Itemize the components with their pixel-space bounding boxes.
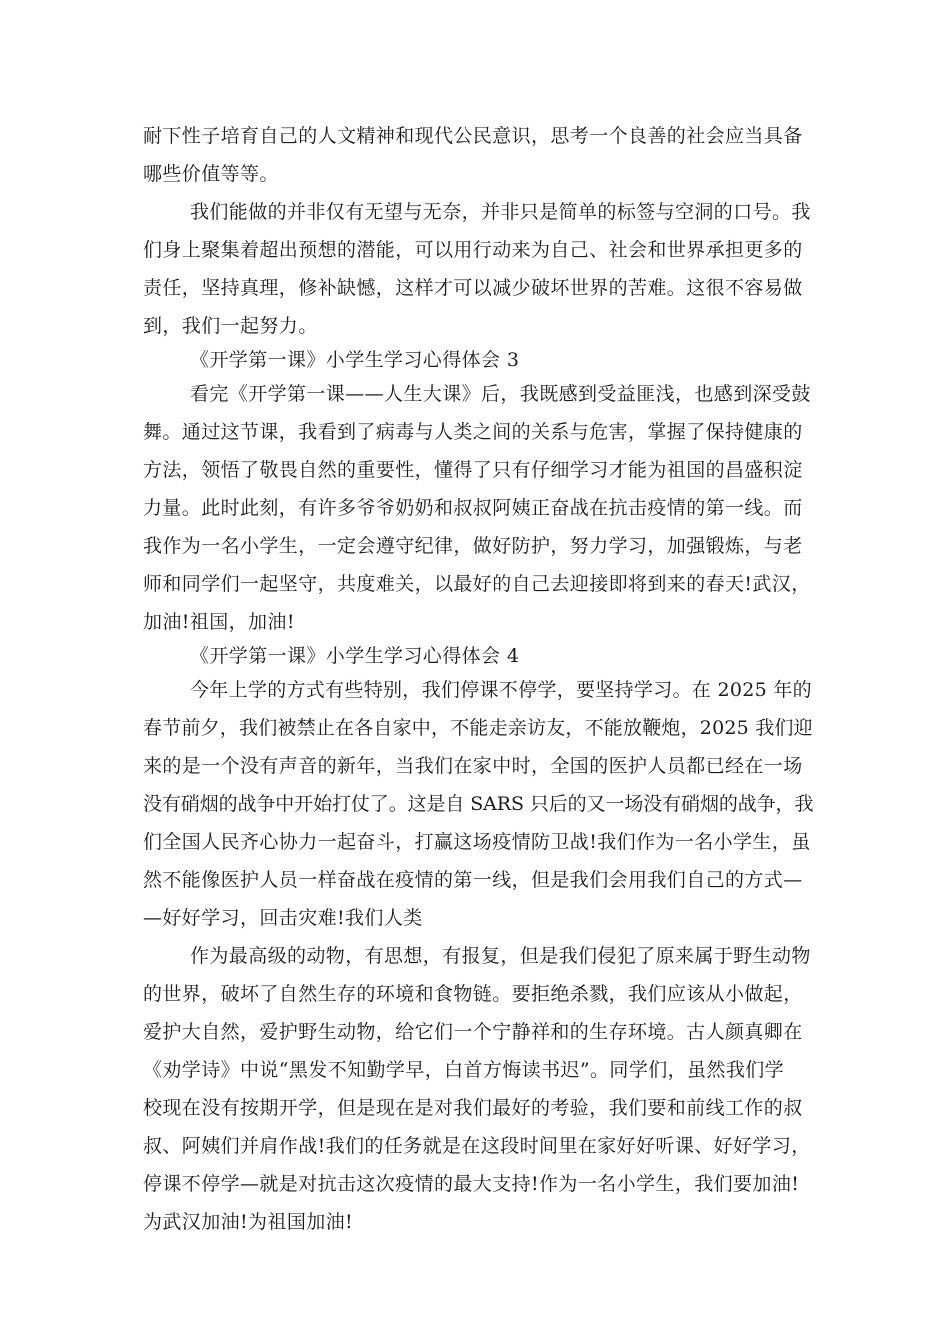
text-line: 《劝学诗》中说“黑发不知勤学早，白首方悔读书迟”。同学们，虽然我们学 <box>143 1059 785 1081</box>
text-line: 叔、阿姨们并肩作战!我们的任务就是在这段时间里在家好好听课、好好学习， <box>143 1135 811 1157</box>
text-line: 师和同学们一起坚守，共度难关，以最好的自己去迎接即将到来的春天!武汉， <box>143 573 811 595</box>
text-line: 加油!祖国，加油! <box>143 611 295 633</box>
paragraph-start: 今年上学的方式有些特别，我们停课不停学，要坚持学习。在 2025 年的 <box>190 679 812 701</box>
text-line: 校现在没有按期开学，但是现在是对我们最好的考验，我们要和前线工作的叔 <box>143 1097 803 1119</box>
text-line: 爱护大自然，爱护野生动物，给它们一个宁静祥和的生存环境。古人颜真卿在 <box>143 1021 803 1043</box>
paragraph-start: 作为最高级的动物，有思想，有报复，但是我们侵犯了原来属于野生动物 <box>190 945 811 967</box>
text-line: 的世界，破坏了自然生存的环境和食物链。要拒绝杀戮，我们应该从小做起， <box>143 983 803 1005</box>
text-line: —好好学习，回击灾难!我们人类 <box>143 907 423 929</box>
text-line: 到，我们一起努力。 <box>143 315 318 337</box>
section-heading: 《开学第一课》小学生学习心得体会 3 <box>190 349 520 371</box>
text-line: 然不能像医护人员一样奋战在疫情的第一线，但是我们会用我们自己的方式— <box>143 869 803 891</box>
text-line: 舞。通过这节课，我看到了病毒与人类之间的关系与危害，掌握了保持健康的 <box>143 421 803 443</box>
text-line: 方法，领悟了敬畏自然的重要性，懂得了只有仔细学习才能为祖国的昌盛积淀 <box>143 459 803 481</box>
text-line: 们全国人民齐心协力一起奋斗，打赢这场疫情防卫战!我们作为一名小学生，虽 <box>143 831 811 853</box>
text-line: 为武汉加油!为祖国加油! <box>143 1211 354 1233</box>
text-line: 停课不停学—就是对抗击这次疫情的最大支持!作为一名小学生，我们要加油! <box>143 1173 800 1195</box>
text-line: 力量。此时此刻，有许多爷爷奶奶和叔叔阿姨正奋战在抗击疫情的第一线。而 <box>143 497 803 519</box>
text-line: 来的是一个没有声音的新年，当我们在家中时，全国的医护人员都已经在一场 <box>143 755 803 777</box>
text-line: 耐下性子培育自己的人文精神和现代公民意识，思考一个良善的社会应当具备 <box>143 125 803 147</box>
paragraph-start: 看完《开学第一课——人生大课》后，我既感到受益匪浅，也感到深受鼓 <box>190 383 811 405</box>
text-line: 哪些价值等等。 <box>143 163 279 185</box>
text-line: 没有硝烟的战争中开始打仗了。这是自 SARS 只后的又一场没有硝烟的战争，我 <box>143 793 814 815</box>
text-line: 春节前夕，我们被禁止在各自家中，不能走亲访友，不能放鞭炮，2025 我们迎 <box>143 717 813 739</box>
paragraph-start: 我们能做的并非仅有无望与无奈，并非只是简单的标签与空洞的口号。我 <box>190 201 811 223</box>
text-line: 我作为一名小学生，一定会遵守纪律，做好防护，努力学习，加强锻炼，与老 <box>143 535 803 557</box>
text-line: 责任，坚持真理，修补缺憾，这样才可以减少破坏世界的苦难。这很不容易做 <box>143 277 803 299</box>
section-heading: 《开学第一课》小学生学习心得体会 4 <box>190 645 520 667</box>
text-line: 们身上聚集着超出预想的潜能，可以用行动来为自己、社会和世界承担更多的 <box>143 239 803 261</box>
